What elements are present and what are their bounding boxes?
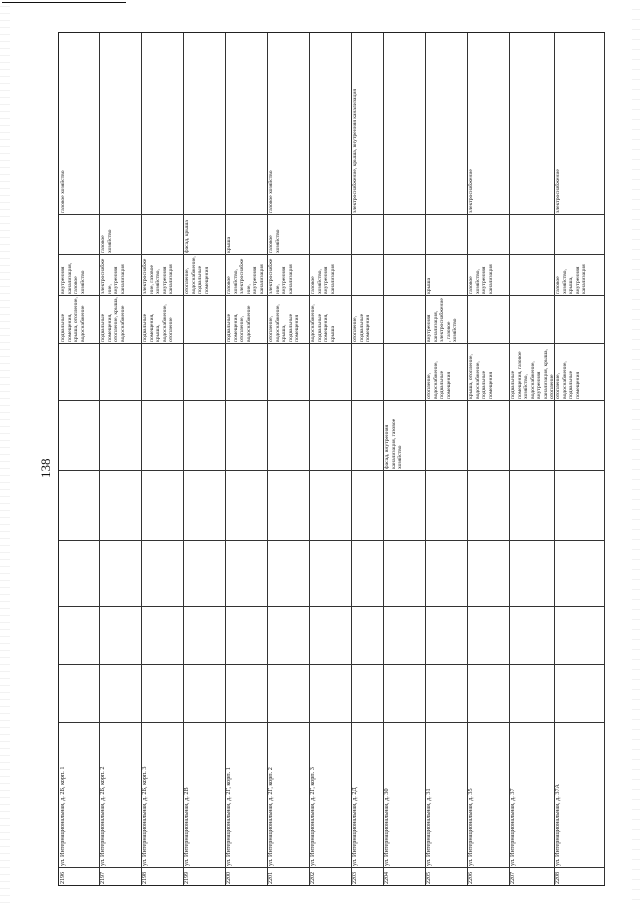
- address-cell: ул. Интернациональная, д. 2Г, корп. 2: [267, 722, 309, 867]
- page-number: 138: [38, 458, 53, 478]
- table-row: [309, 33, 352, 885]
- work-type-cell: [309, 400, 351, 470]
- work-type-cell: [309, 470, 351, 540]
- work-type-cell: газовое хозяйство: [99, 214, 141, 254]
- work-type-cell: [183, 295, 225, 343]
- work-type-cell: [141, 470, 183, 540]
- work-type-cell: [425, 470, 467, 540]
- work-type-cell: крыша: [425, 254, 467, 295]
- work-type-cell: [141, 343, 183, 400]
- work-type-cell: отопление, водоснабжение, подвальные помещения: [425, 343, 467, 400]
- work-type-cell: [509, 540, 554, 606]
- work-type-cell: подвальные помещения, крыша, водоснабжение, отопление: [141, 295, 183, 343]
- work-type-cell: [509, 295, 554, 343]
- work-type-cell: [225, 400, 267, 470]
- table-row: [267, 33, 310, 885]
- work-type-cell: фасад, крыша: [183, 214, 225, 254]
- work-type-cell: [509, 31, 554, 214]
- work-type-cell: [554, 470, 604, 540]
- work-type-cell: отопление, водоснабжение, подвальные помещения: [183, 254, 225, 295]
- address-cell: ул. Интернациональная, д. 2Б, корп. 3: [141, 722, 183, 867]
- work-type-cell: крыша: [225, 214, 267, 254]
- table-row: [99, 33, 142, 885]
- work-type-cell: [351, 214, 383, 254]
- work-type-cell: [467, 606, 509, 664]
- work-type-cell: [59, 540, 99, 606]
- address-cell: ул. Интернациональная, д. 35: [467, 722, 509, 867]
- address-cell: ул. Интернациональная, д. 2Д: [351, 722, 383, 867]
- schedule-table: [58, 32, 605, 886]
- work-type-cell: [183, 664, 225, 722]
- work-type-cell: [141, 400, 183, 470]
- work-type-cell: [225, 343, 267, 400]
- work-type-cell: [309, 214, 351, 254]
- table-row: [183, 33, 226, 885]
- work-type-cell: газовое хозяйство, крыша, внутренняя канализация: [554, 254, 604, 295]
- work-type-cell: [99, 343, 141, 400]
- work-type-cell: [59, 606, 99, 664]
- row-number-cell: 2203: [351, 867, 383, 885]
- work-type-cell: газовое хозяйство, внутренняя канализация: [309, 254, 351, 295]
- address-cell: ул. Интернациональная, д. 30: [383, 722, 425, 867]
- table-row: [509, 33, 555, 885]
- work-type-cell: электроснабжение, внутренняя канализация: [267, 254, 309, 295]
- work-type-cell: [383, 664, 425, 722]
- work-type-cell: отопление, водоснабжение, крыша, подвальные помещения: [267, 295, 309, 343]
- row-number-cell: 2207: [509, 867, 554, 885]
- address-cell: ул. Интернациональная, д. 2В: [183, 722, 225, 867]
- work-type-cell: [351, 343, 383, 400]
- work-type-cell: [267, 470, 309, 540]
- work-type-cell: [425, 606, 467, 664]
- work-type-cell: газовое хозяйство: [268, 170, 274, 213]
- work-type-cell: внутренняя канализация, газовое хозяйство: [59, 254, 99, 295]
- work-type-cell: [225, 664, 267, 722]
- work-type-cell: [351, 606, 383, 664]
- address-cell: ул. Интернациональная, д. 2Б, корп. 2: [99, 722, 141, 867]
- work-type-cell: [509, 254, 554, 295]
- work-type-cell: [351, 664, 383, 722]
- work-type-cell: [99, 400, 141, 470]
- work-type-cell: [383, 343, 425, 400]
- work-type-cell: [467, 400, 509, 470]
- work-type-cell: [183, 343, 225, 400]
- work-type-cell: [99, 540, 141, 606]
- work-type-cell: [99, 470, 141, 540]
- row-number-cell: 2205: [425, 867, 467, 885]
- work-type-cell: [554, 664, 604, 722]
- row-number-cell: 2201: [267, 867, 309, 885]
- work-type-cell: [141, 664, 183, 722]
- work-type-cell: [309, 343, 351, 400]
- work-type-cell: [59, 343, 99, 400]
- work-type-cell: [225, 31, 267, 214]
- work-type-cell: [59, 664, 99, 722]
- work-type-cell: [141, 214, 183, 254]
- work-type-cell: [425, 400, 467, 470]
- work-type-cell: [467, 295, 509, 343]
- work-type-cell: [99, 664, 141, 722]
- table-row: [59, 33, 100, 885]
- work-type-cell: отопление, подвальные помещения: [351, 295, 383, 343]
- work-type-cell: [554, 606, 604, 664]
- table-row: [467, 33, 510, 885]
- work-type-cell: электроснабжение: [555, 169, 561, 213]
- work-type-cell: [383, 295, 425, 343]
- work-type-cell: [425, 540, 467, 606]
- work-type-cell: [351, 470, 383, 540]
- work-type-cell: [183, 540, 225, 606]
- work-type-cell: [351, 400, 383, 470]
- work-type-cell: [183, 400, 225, 470]
- work-type-cell: [425, 31, 467, 214]
- row-number-cell: 2202: [309, 867, 351, 885]
- work-type-cell: [383, 254, 425, 295]
- work-type-cell: [383, 31, 425, 214]
- work-type-cell: [509, 470, 554, 540]
- work-type-cell: [183, 606, 225, 664]
- work-type-cell: [351, 540, 383, 606]
- work-type-cell: подвальные помещения, отопление, крыша, водоснабжение: [99, 295, 141, 343]
- work-type-cell: [309, 31, 351, 214]
- row-number-cell: 2208: [554, 867, 604, 885]
- work-type-cell: отопление, водоснабжение, подвальные помещения: [554, 343, 604, 400]
- address-cell: ул. Интернациональная, д. 37А: [554, 722, 604, 867]
- work-type-cell: [59, 400, 99, 470]
- address-cell: ул. Интернациональная, д. 2Г, корп. 3: [309, 722, 351, 867]
- work-type-cell: [554, 540, 604, 606]
- work-type-cell: подвальные помещения, газовое хозяйство, водоснабжение, внутренняя канализация, крыша, отопление: [509, 343, 554, 400]
- table-row: [554, 33, 605, 885]
- work-type-cell: внутренняя канализация, электроснабжение, газовое хозяйство: [425, 295, 467, 343]
- work-type-cell: [509, 214, 554, 254]
- work-type-cell: [141, 540, 183, 606]
- work-type-cell: [59, 214, 99, 254]
- work-type-cell: газовое хозяйство, внутренняя канализация: [467, 254, 509, 295]
- work-type-cell: [554, 295, 604, 343]
- work-type-cell: электроснабжение: [468, 169, 474, 213]
- row-number-cell: 2198: [141, 867, 183, 885]
- work-type-cell: электроснабжение, газовое хозяйство, внутренняя канализация: [141, 254, 183, 295]
- work-type-cell: [309, 606, 351, 664]
- work-type-cell: [467, 540, 509, 606]
- work-type-cell: [467, 664, 509, 722]
- work-type-cell: [425, 664, 467, 722]
- work-type-cell: [183, 31, 225, 214]
- work-type-cell: [467, 214, 509, 254]
- work-type-cell: [383, 214, 425, 254]
- work-type-cell: [141, 31, 183, 214]
- work-type-cell: [267, 606, 309, 664]
- work-type-cell: газовое хозяйство: [60, 170, 66, 213]
- address-cell: ул. Интернациональная, д. 31: [425, 722, 467, 867]
- work-type-cell: [267, 664, 309, 722]
- work-type-cell: [467, 470, 509, 540]
- work-type-cell: [225, 606, 267, 664]
- work-type-cell: [267, 343, 309, 400]
- table-row: [425, 33, 468, 885]
- work-type-cell: фасад, внутренняя канализация, газовое хозяйство: [383, 400, 425, 470]
- work-type-cell: [59, 470, 99, 540]
- work-type-cell: подвальные помещения, крыша, отопление, водоснабжение: [59, 295, 99, 343]
- work-type-cell: [509, 606, 554, 664]
- work-type-cell: [183, 470, 225, 540]
- address-cell: ул. Интернациональная, д. 37: [509, 722, 554, 867]
- work-type-cell: водоснабжение, подвальные помещения, крыша: [309, 295, 351, 343]
- work-type-cell: [383, 470, 425, 540]
- row-number-cell: 2197: [99, 867, 141, 885]
- work-type-cell: [267, 540, 309, 606]
- work-type-cell: [99, 606, 141, 664]
- table-row: [351, 33, 384, 885]
- work-type-cell: [383, 540, 425, 606]
- table-row: [383, 33, 426, 885]
- work-type-cell: [509, 664, 554, 722]
- work-type-cell: [225, 470, 267, 540]
- work-type-cell: [267, 400, 309, 470]
- row-number-cell: 2200: [225, 867, 267, 885]
- work-type-cell: газовое хозяйство: [267, 214, 309, 254]
- row-number-cell: 2206: [467, 867, 509, 885]
- work-type-cell: [225, 540, 267, 606]
- work-type-cell: [509, 400, 554, 470]
- row-number-cell: 2199: [183, 867, 225, 885]
- work-type-cell: подвальные помещения, отопление, водоснабжение: [225, 295, 267, 343]
- work-type-cell: [99, 31, 141, 214]
- work-type-cell: [309, 664, 351, 722]
- table-row: [225, 33, 268, 885]
- work-type-cell: крыша, отопление, водоснабжение, подвальные помещения: [467, 343, 509, 400]
- row-number-cell: 2196: [59, 867, 99, 885]
- work-type-cell: [425, 214, 467, 254]
- address-cell: ул. Интернациональная, д. 2Б, корп. 1: [59, 722, 99, 867]
- work-type-cell: [554, 214, 604, 254]
- work-type-cell: [141, 606, 183, 664]
- work-type-cell: [554, 400, 604, 470]
- work-type-cell: электроснабжение, внутренняя канализация: [99, 254, 141, 295]
- work-type-cell: [309, 540, 351, 606]
- work-type-cell: электроснабжение, крыша, внутренняя канализация: [352, 89, 358, 213]
- work-type-cell: [383, 606, 425, 664]
- table-row: [141, 33, 184, 885]
- work-type-cell: [351, 254, 383, 295]
- address-cell: ул. Интернациональная, д. 2Г, корп. 1: [225, 722, 267, 867]
- work-type-cell: газовое хозяйство, электроснабжение, внутренняя канализация: [225, 254, 267, 295]
- row-number-cell: 2204: [383, 867, 425, 885]
